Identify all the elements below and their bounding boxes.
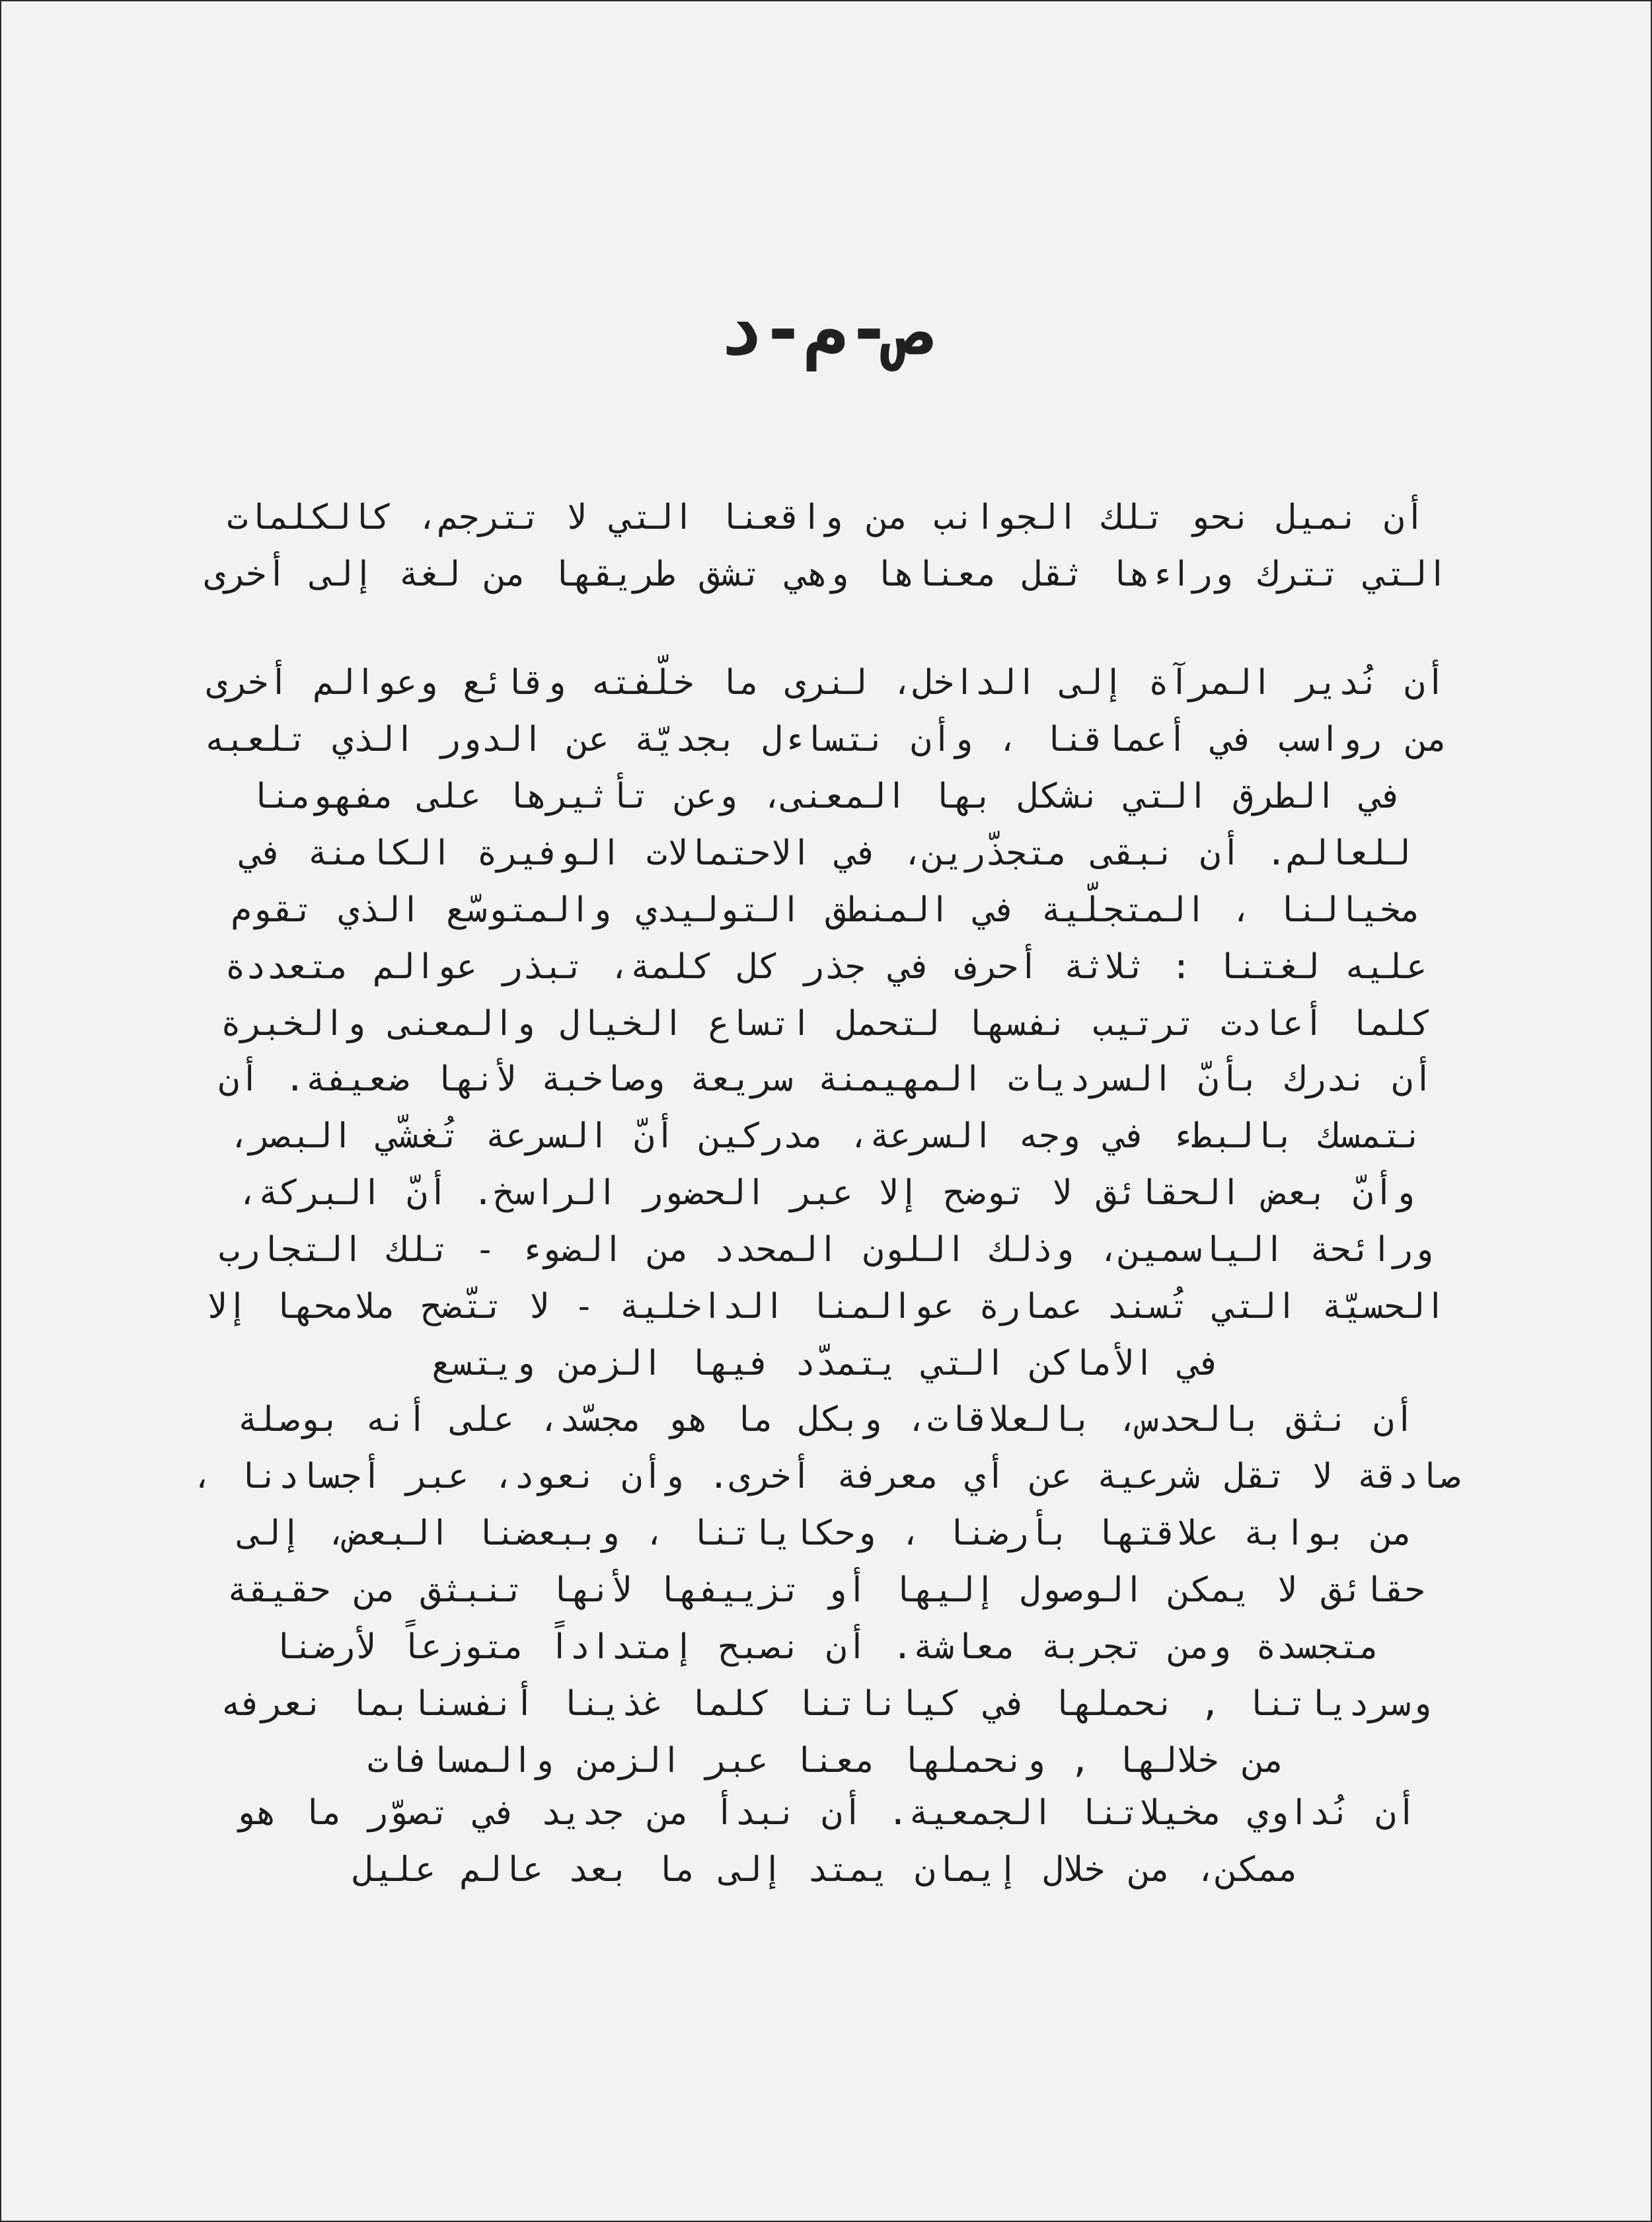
paragraph-4: أن نثق بالحدس، بالعلاقات، وبكل ما هو مجسّد، على أنه بوصلة صادقة لا تقل شرعية عن أي معرفة أخرى. وأن نعود، عبر أجسادنا ، من بوابة علاقتها بأرضنا ، وحكاياتنا ، وببعضنا البعض، إلى حقائق لا يمكن الوصول إليها أو تزييفها لأنها تنبثق من حقيقة متجسدة ومن تجربة معاشة. أن نصبح إمتداداً متوزعاً لأرضنا وسردياتنا , نحملها في كياناتنا كلما غذينا أنفسنابما نعرفه من خلالها , ونحملها معنا عبر الزمن والمسافات	[192, 1400, 1460, 1781]
paragraph-1: أن نميل نحو تلك الجوانب من واقعنا التي لا تترجم، كالكلمات التي تترك وراءها ثقل معناها وهي تشق طريقها من لغة إلى أخرى	[204, 498, 1448, 594]
document-title: ص-م-د	[718, 289, 934, 371]
paragraph-3: أن ندرك بأنّ السرديات المهيمنة سريعة وصاخبة لأنها ضعيفة. أن نتمسك بالبطء في وجه السرعة، مدركين أنّ السرعة تُغشّي البصر، وأنّ بعض الحقائق لا توضح إلا عبر الحضور الراسخ. أنّ البركة، ورائحة الياسمين، وذلك اللون المحدد من الضوء - تلك التجارب الحسيّة التي تُسند عمارة عوالمنا الداخلية - لا تتّضح ملامحها إلا في الأماكن التي يتمدّد فيها الزمن ويتسع	[206, 1059, 1446, 1383]
paragraph-2: أن نُدير المرآة إلى الداخل، لنرى ما خلّفته وقائع وعوالم أخرى من رواسب في أعماقنا ، وأن نتساءل بجديّة عن الدور الذي تلعبه في الطرق التي نشكل بها المعنى، وعن تأثيرها على مفهومنا للعالم. أن نبقى متجذّرين، في الاحتمالات الوفيرة الكامنة في مخيالنا ، المتجلّية في المنطق التوليدي والمتوسّع الذي تقوم عليه لغتنا : ثلاثة أحرف في جذر كل كلمة، تبذر عوالم متعددة كلما أعادت ترتيب نفسها لتحمل اتساع الخيال والمعنى والخبرة	[204, 663, 1448, 1044]
paragraph-5: أن نُداوي مخيلاتنا الجمعية. أن نبدأ من جديد في تصوّر ما هو ممكن، من خلال إيمان يمتد إلى ما بعد عالم عليل	[235, 1793, 1417, 1890]
